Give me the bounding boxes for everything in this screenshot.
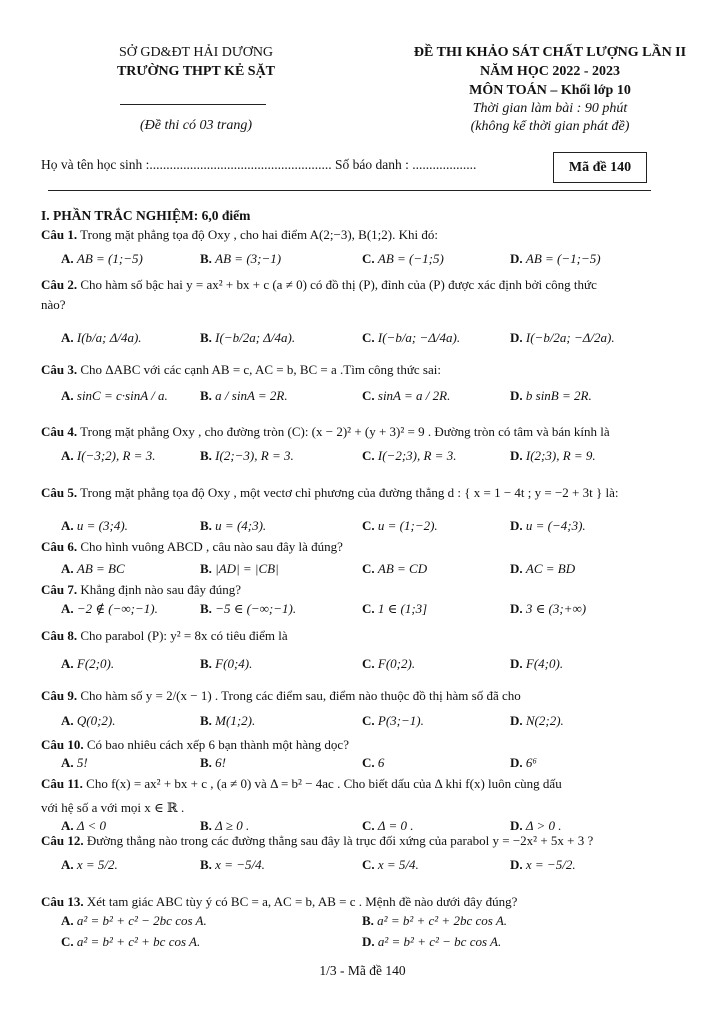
header-bottom-rule bbox=[48, 190, 651, 191]
question-label: Câu 12. bbox=[41, 833, 84, 848]
answer-option-a[interactable] bbox=[61, 388, 168, 404]
question-text-continued: nào? bbox=[41, 297, 66, 312]
option-label: B. bbox=[200, 518, 212, 533]
subject: MÔN TOÁN – Khối lớp 10 bbox=[469, 83, 631, 98]
option-text: a² = b² + c² − bc cos A. bbox=[377, 934, 502, 949]
option-text: x = −5/4. bbox=[215, 857, 265, 872]
question-text-continued: với hệ số a với mọi x ∈ ℝ . bbox=[41, 800, 185, 815]
answer-option-b[interactable] bbox=[200, 601, 296, 617]
option-text: N(2;2). bbox=[525, 713, 564, 728]
option-text: u = (1;−2). bbox=[377, 518, 438, 533]
question-3 bbox=[41, 362, 691, 378]
answer-option-a[interactable] bbox=[61, 857, 118, 873]
answer-option-c[interactable] bbox=[362, 656, 415, 672]
option-label: C. bbox=[362, 755, 375, 770]
option-label: C. bbox=[362, 561, 375, 576]
option-label: D. bbox=[510, 388, 523, 403]
option-label: A. bbox=[61, 601, 74, 616]
option-text: I(2;3), R = 9. bbox=[525, 448, 596, 463]
option-label: A. bbox=[61, 561, 74, 576]
option-text: Δ < 0 bbox=[76, 818, 107, 833]
option-text: 5! bbox=[76, 755, 88, 770]
option-label: A. bbox=[61, 713, 74, 728]
question-text: Xét tam giác ABC tùy ý có BC = a, AC = b, AB = c . Mệnh đề nào dưới đây đúng? bbox=[83, 894, 518, 909]
answer-option-a[interactable] bbox=[61, 818, 106, 834]
answer-option-a[interactable] bbox=[61, 561, 125, 577]
answer-option-d[interactable] bbox=[510, 561, 575, 577]
question-label: Câu 6. bbox=[41, 539, 78, 554]
answer-option-a[interactable] bbox=[61, 330, 142, 346]
question-text: Trong mặt phẳng Oxy , cho đường tròn (C): (x − 2)² + (y + 3)² = 9 . Đường tròn có tâm và bán kính là bbox=[77, 424, 610, 439]
option-label: B. bbox=[200, 448, 212, 463]
question-label: Câu 5. bbox=[41, 485, 78, 500]
option-text: AB = (−1;−5) bbox=[525, 251, 601, 266]
option-text: a² = b² + c² + 2bc cos A. bbox=[377, 913, 508, 928]
page-footer: 1/3 - Mã đề 140 bbox=[319, 963, 406, 978]
option-label: A. bbox=[61, 755, 74, 770]
question-8 bbox=[41, 628, 691, 644]
answer-option-b[interactable] bbox=[200, 857, 265, 873]
answer-option-c[interactable] bbox=[61, 934, 200, 950]
option-text: 6! bbox=[215, 755, 227, 770]
option-label: C. bbox=[362, 388, 375, 403]
option-label: B. bbox=[200, 601, 212, 616]
question-label: Câu 9. bbox=[41, 688, 78, 703]
option-text: a / sinA = 2R. bbox=[215, 388, 288, 403]
answer-option-d[interactable] bbox=[362, 934, 501, 950]
question-label: Câu 1. bbox=[41, 227, 78, 242]
option-label: B. bbox=[200, 656, 212, 671]
answer-option-b[interactable] bbox=[200, 251, 281, 267]
answer-option-c[interactable] bbox=[362, 561, 427, 577]
option-text: a² = b² + c² − 2bc cos A. bbox=[76, 913, 207, 928]
option-label: B. bbox=[200, 251, 212, 266]
option-text: u = (3;4). bbox=[76, 518, 128, 533]
answer-option-d[interactable] bbox=[510, 857, 576, 873]
option-label: C. bbox=[362, 251, 375, 266]
question-text: Trong mặt phẳng tọa độ Oxy , một vectơ chỉ phương của đường thẳng d : { x = 1 − 4t ; y = −2 + 3t } là: bbox=[77, 485, 619, 500]
answer-option-b[interactable] bbox=[200, 561, 279, 577]
option-text: P(3;−1). bbox=[377, 713, 424, 728]
question-label: Câu 2. bbox=[41, 277, 78, 292]
option-text: sinA = a / 2R. bbox=[377, 388, 451, 403]
option-label: C. bbox=[362, 656, 375, 671]
option-text: |AD| = |CB| bbox=[215, 561, 279, 576]
answer-option-d[interactable] bbox=[510, 448, 596, 464]
answer-option-b[interactable] bbox=[200, 755, 226, 771]
option-text: F(4;0). bbox=[525, 656, 564, 671]
time-limit: Thời gian làm bài : 90 phút bbox=[472, 101, 628, 116]
answer-option-c[interactable] bbox=[362, 857, 419, 873]
option-text: F(0;2). bbox=[377, 656, 416, 671]
time-note: (không kể thời gian phát đề) bbox=[470, 119, 630, 134]
option-label: B. bbox=[200, 561, 212, 576]
question-label: Câu 8. bbox=[41, 628, 78, 643]
option-label: C. bbox=[362, 330, 375, 345]
option-text: 1 ∈ (1;3] bbox=[377, 601, 428, 616]
option-text: F(0;4). bbox=[215, 656, 253, 671]
question-text: Cho hàm số bậc hai y = ax² + bx + c (a ≠ 0) có đồ thị (P), đỉnh của (P) được xác định bởi công thức bbox=[77, 277, 597, 292]
option-text: u = (4;3). bbox=[215, 518, 267, 533]
option-label: D. bbox=[510, 713, 523, 728]
question-9 bbox=[41, 688, 691, 704]
question-text: Đường thẳng nào trong các đường thẳng sau đây là trục đối xứng của parabol y = −2x² + 5x + 3 ? bbox=[83, 833, 594, 848]
answer-option-c[interactable] bbox=[362, 601, 427, 617]
answer-option-c[interactable] bbox=[362, 713, 424, 729]
question-2 bbox=[41, 277, 691, 293]
option-label: B. bbox=[200, 755, 212, 770]
question-text: Khẳng định nào sau đây đúng? bbox=[77, 582, 242, 597]
option-label: B. bbox=[200, 388, 212, 403]
option-label: B. bbox=[200, 330, 212, 345]
question-text: Cho hình vuông ABCD , câu nào sau đây là đúng? bbox=[77, 539, 343, 554]
answer-option-c[interactable] bbox=[362, 755, 384, 771]
exam-code-box: Mã đề 140 bbox=[553, 152, 647, 183]
option-label: C. bbox=[362, 713, 375, 728]
answer-option-d[interactable] bbox=[510, 601, 586, 617]
answer-option-b[interactable] bbox=[362, 913, 507, 929]
answer-option-c[interactable] bbox=[362, 518, 438, 534]
option-text: Δ = 0 . bbox=[377, 818, 414, 833]
option-text: I(−b/2a; −Δ/2a). bbox=[525, 330, 615, 345]
option-text: Q(0;2). bbox=[76, 713, 116, 728]
answer-option-b[interactable] bbox=[200, 713, 255, 729]
answer-option-a[interactable] bbox=[61, 755, 88, 771]
answer-option-d[interactable] bbox=[510, 818, 562, 834]
option-label: D. bbox=[510, 330, 523, 345]
option-label: A. bbox=[61, 857, 74, 872]
question-10 bbox=[41, 737, 691, 753]
answer-option-b[interactable] bbox=[200, 448, 294, 464]
question-text: Cho f(x) = ax² + bx + c , (a ≠ 0) và Δ = b² − 4ac . Cho biết dấu của Δ khi f(x) luôn cùng dấu bbox=[82, 776, 562, 791]
question-11 bbox=[41, 776, 691, 792]
option-text: −2 ∉ (−∞;−1). bbox=[76, 601, 158, 616]
option-text: AB = (3;−1) bbox=[215, 251, 282, 266]
school-year: NĂM HỌC 2022 - 2023 bbox=[480, 64, 620, 79]
answer-option-a[interactable] bbox=[61, 601, 158, 617]
option-label: A. bbox=[61, 656, 74, 671]
option-label: A. bbox=[61, 330, 74, 345]
answer-option-b[interactable] bbox=[200, 518, 266, 534]
option-label: D. bbox=[510, 561, 523, 576]
option-text: Δ ≥ 0 . bbox=[215, 818, 250, 833]
question-text: Cho parabol (P): y² = 8x có tiêu điểm là bbox=[77, 628, 288, 643]
answer-option-a[interactable] bbox=[61, 656, 114, 672]
answer-option-d[interactable] bbox=[510, 518, 586, 534]
answer-option-d[interactable] bbox=[510, 388, 592, 404]
option-text: u = (−4;3). bbox=[525, 518, 586, 533]
option-text: Δ > 0 . bbox=[525, 818, 562, 833]
answer-option-d[interactable] bbox=[510, 330, 615, 346]
option-label: B. bbox=[200, 713, 212, 728]
question-1 bbox=[41, 227, 691, 243]
option-text: x = 5/2. bbox=[76, 857, 118, 872]
option-label: D. bbox=[510, 755, 523, 770]
answer-option-a[interactable] bbox=[61, 518, 128, 534]
option-text: M(1;2). bbox=[215, 713, 256, 728]
option-text: I(b/a; Δ/4a). bbox=[76, 330, 142, 345]
answer-option-c[interactable] bbox=[362, 330, 460, 346]
question-7 bbox=[41, 582, 691, 598]
option-text: I(−b/2a; Δ/4a). bbox=[215, 330, 296, 345]
question-label: Câu 10. bbox=[41, 737, 84, 752]
answer-option-a[interactable] bbox=[61, 713, 116, 729]
header-divider bbox=[120, 104, 266, 105]
answer-option-c[interactable] bbox=[362, 448, 456, 464]
option-text: AB = (−1;5) bbox=[377, 251, 444, 266]
option-label: C. bbox=[362, 601, 375, 616]
exam-title: ĐỀ THI KHẢO SÁT CHẤT LƯỢNG LẦN II bbox=[413, 45, 687, 60]
option-label: A. bbox=[61, 913, 74, 928]
section-title: I. PHẦN TRẮC NGHIỆM: 6,0 điểm bbox=[41, 208, 251, 223]
option-label: B. bbox=[362, 913, 374, 928]
answer-option-b[interactable] bbox=[200, 818, 249, 834]
question-6 bbox=[41, 539, 691, 555]
question-12 bbox=[41, 833, 691, 849]
option-text: AB = BC bbox=[76, 561, 125, 576]
answer-option-d[interactable] bbox=[510, 251, 601, 267]
option-label: D. bbox=[510, 656, 523, 671]
option-text: AB = CD bbox=[377, 561, 428, 576]
option-text: 3 ∈ (3;+∞) bbox=[525, 601, 587, 616]
option-label: C. bbox=[362, 448, 375, 463]
school-name: TRƯỜNG THPT KẺ SẶT bbox=[116, 64, 276, 79]
option-label: D. bbox=[510, 251, 523, 266]
option-text: I(−b/a; −Δ/4a). bbox=[377, 330, 461, 345]
answer-option-b[interactable] bbox=[200, 388, 288, 404]
answer-option-d[interactable] bbox=[510, 656, 563, 672]
question-13 bbox=[41, 894, 691, 910]
answer-option-c[interactable] bbox=[362, 251, 444, 267]
question-label: Câu 4. bbox=[41, 424, 78, 439]
question-label: Câu 11. bbox=[41, 776, 83, 791]
answer-option-a[interactable] bbox=[61, 251, 143, 267]
option-text: x = −5/2. bbox=[525, 857, 576, 872]
option-label: D. bbox=[362, 934, 375, 949]
option-label: A. bbox=[61, 818, 74, 833]
answer-option-c[interactable] bbox=[362, 818, 414, 834]
department-name: SỞ GD&ĐT HẢI DƯƠNG bbox=[118, 45, 274, 60]
option-text: b sinB = 2R. bbox=[525, 388, 592, 403]
option-text: I(2;−3), R = 3. bbox=[215, 448, 294, 463]
option-text: 6⁶ bbox=[525, 755, 537, 770]
answer-option-d[interactable] bbox=[510, 755, 537, 771]
option-label: A. bbox=[61, 251, 74, 266]
option-text: −5 ∈ (−∞;−1). bbox=[215, 601, 297, 616]
question-text: Cho hàm số y = 2/(x − 1) . Trong các điểm sau, điểm nào thuộc đồ thị hàm số đã cho bbox=[77, 688, 521, 703]
question-text: Có bao nhiêu cách xếp 6 bạn thành một hàng dọc? bbox=[83, 737, 349, 752]
question-5 bbox=[41, 485, 691, 501]
answer-option-d[interactable] bbox=[510, 713, 564, 729]
option-label: C. bbox=[61, 934, 74, 949]
option-text: I(−2;3), R = 3. bbox=[377, 448, 457, 463]
option-label: A. bbox=[61, 388, 74, 403]
option-label: D. bbox=[510, 448, 523, 463]
answer-option-b[interactable] bbox=[200, 656, 252, 672]
option-label: C. bbox=[362, 857, 375, 872]
question-text: Trong mặt phẳng tọa độ Oxy , cho hai điểm A(2;−3), B(1;2). Khi đó: bbox=[77, 227, 438, 242]
question-label: Câu 7. bbox=[41, 582, 78, 597]
option-label: D. bbox=[510, 857, 523, 872]
question-label: Câu 3. bbox=[41, 362, 78, 377]
pages-note: (Đề thi có 03 trang) bbox=[140, 118, 252, 133]
option-text: AC = BD bbox=[525, 561, 576, 576]
option-label: B. bbox=[200, 818, 212, 833]
option-label: D. bbox=[510, 601, 523, 616]
option-text: I(−3;2), R = 3. bbox=[76, 448, 156, 463]
option-label: A. bbox=[61, 448, 74, 463]
answer-option-a[interactable] bbox=[61, 448, 155, 464]
option-label: B. bbox=[200, 857, 212, 872]
option-text: x = 5/4. bbox=[377, 857, 419, 872]
answer-option-b[interactable] bbox=[200, 330, 295, 346]
option-text: sinC = c·sinA / a. bbox=[76, 388, 168, 403]
option-text: 6 bbox=[377, 755, 385, 770]
option-label: D. bbox=[510, 518, 523, 533]
question-label: Câu 13. bbox=[41, 894, 84, 909]
answer-option-a[interactable] bbox=[61, 913, 207, 929]
option-label: C. bbox=[362, 518, 375, 533]
option-label: A. bbox=[61, 518, 74, 533]
answer-option-c[interactable] bbox=[362, 388, 450, 404]
option-label: D. bbox=[510, 818, 523, 833]
option-text: a² = b² + c² + bc cos A. bbox=[76, 934, 201, 949]
question-4 bbox=[41, 424, 691, 440]
question-text: Cho ΔABC với các cạnh AB = c, AC = b, BC = a .Tìm công thức sai: bbox=[77, 362, 441, 377]
student-info-line: Họ và tên học sinh :...................................................... Số báo danh : ................... bbox=[41, 157, 477, 172]
option-text: F(2;0). bbox=[76, 656, 115, 671]
option-label: C. bbox=[362, 818, 375, 833]
option-text: AB = (1;−5) bbox=[76, 251, 143, 266]
